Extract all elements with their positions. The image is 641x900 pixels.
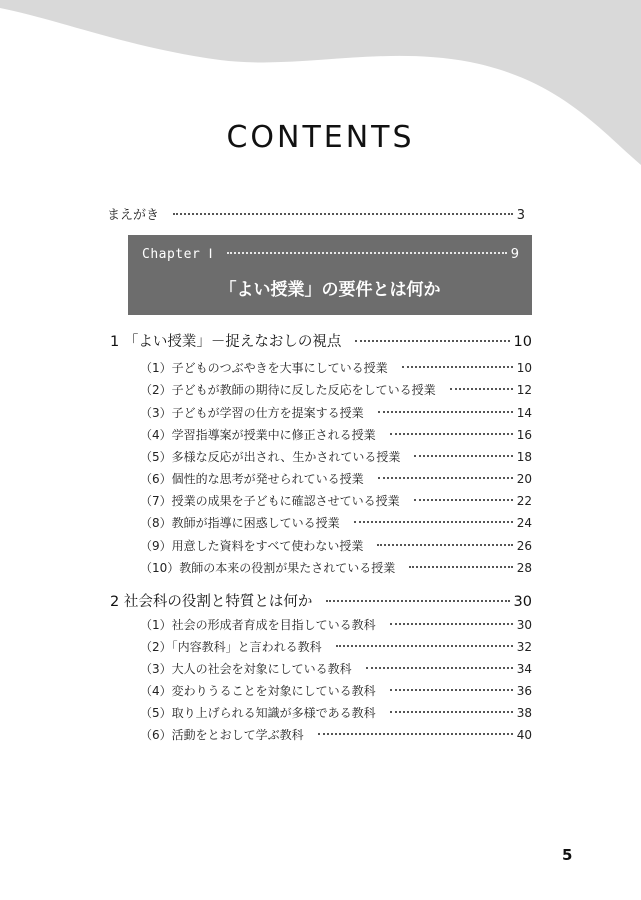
toc-entry-label: （5）多様な反応が出され、生かされている授業 xyxy=(140,450,401,464)
leader-dots xyxy=(354,520,513,523)
toc-entry-label: （4）変わりうることを対象にしている教科 xyxy=(140,684,376,698)
toc-entry-label: （1）子どものつぶやきを大事にしている授業 xyxy=(140,361,388,375)
toc-entry-page: 16 xyxy=(516,428,532,442)
toc-item[interactable] xyxy=(140,559,532,576)
leader-dots xyxy=(414,454,512,457)
chapter-title: 「よい授業」の要件とは何か xyxy=(219,280,441,300)
toc-entry-page: 20 xyxy=(516,472,532,486)
toc-item[interactable] xyxy=(140,492,532,509)
page-title: CONTENTS xyxy=(226,120,415,155)
toc-entry-label: 1 「よい授業」－捉えなおしの視点 xyxy=(110,334,342,350)
toc-entry-page: 32 xyxy=(516,640,532,654)
toc-item[interactable] xyxy=(140,470,532,487)
toc-item[interactable] xyxy=(140,638,532,655)
toc-entry-page: 30 xyxy=(516,618,532,632)
toc-entry-page: 38 xyxy=(516,706,532,720)
toc-entry-label: （9）用意した資料をすべて使わない授業 xyxy=(140,539,364,553)
toc-entry-label: （5）取り上げられる知識が多様である教科 xyxy=(140,706,376,720)
toc-entry-page: 12 xyxy=(516,383,532,397)
toc-entry-page: 28 xyxy=(516,561,532,575)
toc-entry-chapter[interactable] xyxy=(142,247,519,262)
toc-entry-page: 14 xyxy=(516,406,532,420)
toc-item[interactable] xyxy=(140,381,532,398)
toc-entry-label: （2）「内容教科」と言われる教科 xyxy=(140,640,322,654)
leader-dots xyxy=(450,387,513,390)
toc-item[interactable] xyxy=(140,537,532,554)
toc-entry-label: （3）大人の社会を対象にしている教科 xyxy=(140,662,352,676)
toc-entry-label: （4）学習指導案が授業中に修正される授業 xyxy=(140,428,376,442)
toc-entry-label: （6）個性的な思考が発せられている授業 xyxy=(140,472,364,486)
toc-item[interactable] xyxy=(140,704,532,721)
leader-dots xyxy=(377,543,512,546)
toc-section-heading[interactable] xyxy=(110,590,532,611)
toc-entry-label: （7）授業の成果を子どもに確認させている授業 xyxy=(140,494,400,508)
toc-entry-page: 22 xyxy=(516,494,532,508)
leader-dots xyxy=(318,732,513,735)
toc-item[interactable] xyxy=(140,426,532,443)
toc-item[interactable] xyxy=(140,448,532,465)
toc-item[interactable] xyxy=(140,404,532,421)
chapter-page: 9 xyxy=(510,247,519,262)
leader-dots xyxy=(355,339,509,342)
toc-entry-label: （8）教師が指導に困惑している授業 xyxy=(140,516,340,530)
toc-item[interactable] xyxy=(140,616,532,633)
toc-entry-page: 40 xyxy=(516,728,532,742)
leader-dots xyxy=(409,565,512,568)
toc-entry-page: 10 xyxy=(513,334,532,350)
toc-entry-page: 18 xyxy=(516,450,532,464)
leader-dots xyxy=(390,432,513,435)
leader-dots xyxy=(378,476,513,479)
toc-section-heading[interactable] xyxy=(110,330,532,351)
toc-entry-label: 2 社会科の役割と特質とは何か xyxy=(110,594,313,610)
toc-entry-label: まえがき xyxy=(107,208,160,223)
toc-entry-label: （10）教師の本来の役割が果たされている授業 xyxy=(140,561,396,575)
leader-dots xyxy=(390,622,513,625)
page-number: 5 xyxy=(562,846,573,864)
chapter-label: Chapter Ⅰ xyxy=(142,247,213,262)
leader-dots xyxy=(402,365,513,368)
toc-entry-label: （1）社会の形成者育成を目指している教科 xyxy=(140,618,376,632)
toc-entry-label: （3）子どもが学習の仕方を提案する授業 xyxy=(140,406,364,420)
chapter-heading-box xyxy=(128,235,532,315)
toc-item[interactable] xyxy=(140,514,532,531)
leader-dots xyxy=(173,212,513,215)
leader-dots xyxy=(378,410,513,413)
toc-item[interactable] xyxy=(140,359,532,376)
toc-item[interactable] xyxy=(140,660,532,677)
toc-entry-label: （2）子どもが教師の期待に反した反応をしている授業 xyxy=(140,383,436,397)
toc-item[interactable] xyxy=(140,682,532,699)
toc-entry-preface[interactable] xyxy=(107,204,525,223)
toc-entry-page: 36 xyxy=(516,684,532,698)
leader-dots xyxy=(390,710,513,713)
toc-entry-page: 3 xyxy=(516,208,525,223)
leader-dots xyxy=(336,644,513,647)
leader-dots xyxy=(390,688,513,691)
leader-dots xyxy=(414,498,513,501)
leader-dots xyxy=(227,251,507,254)
toc-entry-page: 10 xyxy=(516,361,532,375)
toc-entry-page: 26 xyxy=(516,539,532,553)
toc-entry-page: 34 xyxy=(516,662,532,676)
toc-entry-label: （6）活動をとおして学ぶ教科 xyxy=(140,728,304,742)
toc-entry-page: 30 xyxy=(513,594,532,610)
toc-entry-page: 24 xyxy=(516,516,532,530)
toc-item[interactable] xyxy=(140,726,532,743)
leader-dots xyxy=(366,666,513,669)
leader-dots xyxy=(326,599,509,602)
